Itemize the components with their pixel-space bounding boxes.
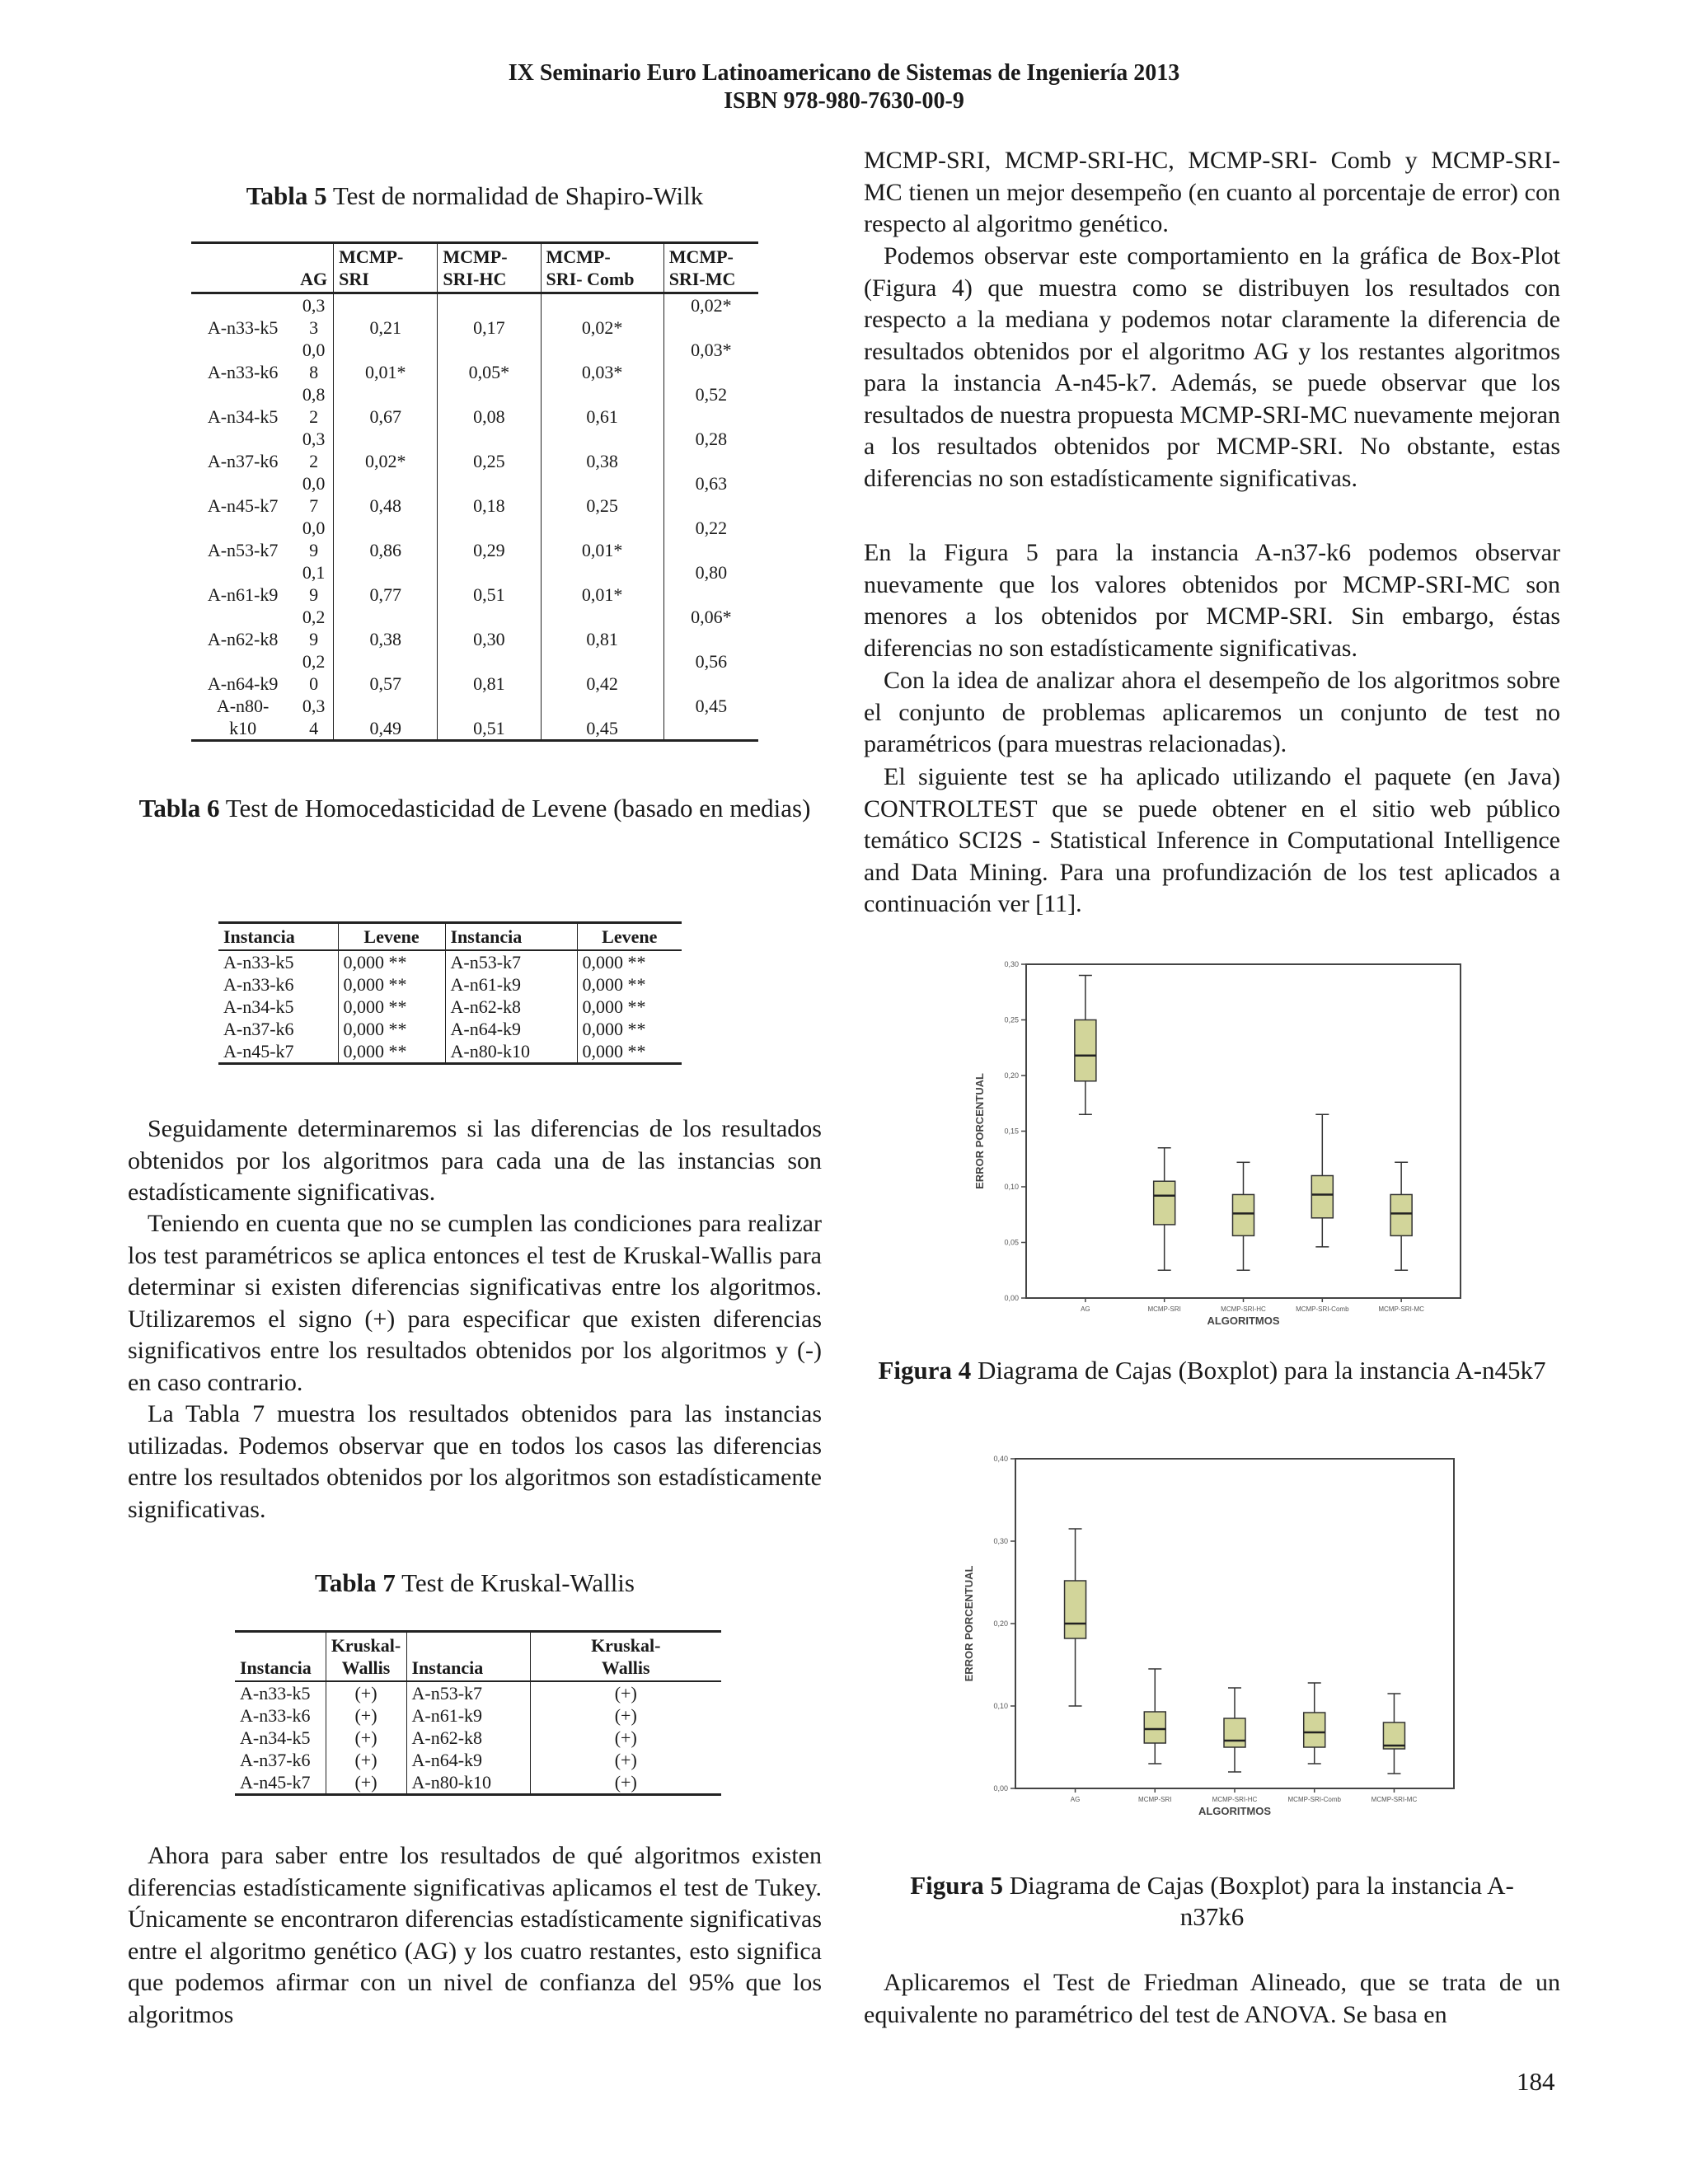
y-tick-label: 0,00 — [1004, 1294, 1019, 1302]
right-paragraph-5: El siguiente test se ha aplicado utilizando el paquete (en Java) CONTROLTEST que se puede obtener en el sitio web público temático SCI2S - Statistical Inference in Computational Intelligence and Data Mining. Para una profundización de los test aplicados a continuación ver [11]. — [864, 763, 1560, 917]
tabla7 — [235, 1630, 721, 1796]
x-axis-label: ALGORITMOS — [1198, 1805, 1272, 1817]
box-0 — [1065, 1581, 1086, 1638]
tabla6-header-cell: Instancia — [445, 923, 577, 951]
tabla7-header-cell: Kruskal- Wallis — [530, 1632, 721, 1682]
tabla5-cell: 0,3 4 — [302, 696, 326, 738]
table-row — [218, 996, 682, 1018]
tabla7-cell: A-n34-k5 — [240, 1727, 311, 1748]
tabla6-cell: 0,000 ** — [338, 950, 445, 973]
table-row — [191, 561, 758, 606]
tabla6-cell: A-n64-k9 — [445, 1018, 577, 1040]
tabla5-caption — [128, 180, 822, 212]
tabla5-cell: 0,45 — [663, 695, 758, 741]
tabla7-caption-text: Test de Kruskal-Wallis — [395, 1568, 635, 1597]
tabla7-header-cell: Instancia — [406, 1632, 530, 1682]
tabla5-cell: A-n61-k9 — [207, 584, 279, 605]
tabla6-body — [218, 950, 682, 1064]
tabla5-cell: A-n45-k7 — [207, 495, 279, 516]
figura5-caption-text: Diagrama de Cajas (Boxplot) para la instancia A-n37k6 — [1003, 1871, 1514, 1931]
x-tick-label: MCMP-SRI-Comb — [1296, 1305, 1349, 1313]
tabla5-cell: 0,03* — [541, 339, 663, 383]
tabla6-cell: A-n33-k6 — [223, 974, 294, 995]
tabla5-cell: 0,42 — [541, 650, 663, 695]
table-row — [218, 1040, 682, 1064]
tabla5 — [191, 241, 758, 742]
right-paragraph-2: Podemos observar este comportamiento en la gráfica de Box-Plot (Figura 4) que muestra como se distribuyen los resultados con respecto a la mediana y podemos notar claramente la diferencia de resultados obtenidos por el algoritmo AG y los restantes algoritmos para la instancia A-n45-k7. Además, se puede observar que los resultados de nuestra propuesta MCMP-SRI-MC nuevamente mejoran a los resultados obtenidos por MCMP-SRI. No obstante, estas diferencias no son estadísticamente significativas. — [864, 242, 1560, 492]
tabla5-cell: 0,57 — [334, 650, 438, 695]
tabla5-cell: 0,81 — [438, 650, 541, 695]
tabla7-cell: (+) — [326, 1681, 406, 1704]
tabla5-cell: 0,0 9 — [302, 518, 326, 560]
tabla6-cell: A-n33-k5 — [223, 952, 294, 972]
y-tick-label: 0,00 — [993, 1784, 1008, 1793]
tabla6-cell: 0,000 ** — [338, 1040, 445, 1064]
tabla5-cell: A-n80- k10 — [216, 696, 270, 738]
tabla7-cell: A-n45-k7 — [240, 1772, 311, 1793]
tabla5-cell: 0,8 2 — [302, 384, 326, 427]
tabla5-cell: 0,0 7 — [302, 473, 326, 516]
tabla6-cell: 0,000 ** — [577, 973, 682, 996]
x-tick-label: MCMP-SRI-MC — [1378, 1305, 1424, 1313]
tabla5-cell: 0,56 — [663, 650, 758, 695]
tabla5-header-cell: MCMP- SRI- Comb — [541, 243, 663, 293]
table-row — [235, 1749, 721, 1771]
left-paragraph-3: La Tabla 7 muestra los resultados obtenidos para las instancias utilizadas. Podemos observar que en todos los casos las diferencias entre los resultados obtenidos por los algoritmos son estadísticamente significativas. — [128, 1400, 822, 1523]
right-paragraph-1: MCMP-SRI, MCMP-SRI-HC, MCMP-SRI- Comb y MCMP-SRI- MC tienen un mejor desempeño (en cuanto al porcentaje de error) con respecto al algoritmo genético. — [864, 147, 1560, 237]
tabla6-cell: A-n61-k9 — [445, 973, 577, 996]
right-paragraph-6: Aplicaremos el Test de Friedman Alineado, que se trata de un equivalente no paramétrico del test de ANOVA. Se basa en — [864, 1969, 1560, 2028]
box-2 — [1224, 1718, 1245, 1747]
tabla7-caption — [128, 1568, 822, 1599]
tabla5-cell: 0,77 — [334, 561, 438, 606]
tabla5-cell: 0,48 — [334, 472, 438, 517]
tabla5-cell: A-n37-k6 — [207, 451, 279, 471]
tabla7-cell: A-n64-k9 — [406, 1749, 530, 1771]
table-row — [235, 1727, 721, 1749]
table-row — [235, 1771, 721, 1795]
tabla6-cell: A-n37-k6 — [223, 1019, 294, 1039]
page-number: 184 — [1517, 2067, 1555, 2096]
tabla6-cell: A-n45-k7 — [223, 1041, 294, 1062]
tabla7-cell: (+) — [530, 1681, 721, 1704]
y-tick-label: 0,20 — [993, 1619, 1008, 1628]
y-tick-label: 0,10 — [1004, 1183, 1019, 1191]
tabla5-cell: 0,80 — [663, 561, 758, 606]
left-paragraph-2: Teniendo en cuenta que no se cumplen las condiciones para realizar los test paramétricos se aplica entonces el test de Kruskal-Wallis para determinar si existen diferencias significativas entre los algoritmos. Utilizaremos el signo (+) para especificar que existen diferencias significativos entre los resultados obtenidos por los algoritmos y (-) en caso contrario. — [128, 1210, 822, 1396]
tabla6-caption — [128, 793, 822, 824]
tabla5-cell: 0,02* — [334, 428, 438, 472]
tabla5-cell: 0,63 — [663, 472, 758, 517]
y-tick-label: 0,20 — [1004, 1071, 1019, 1080]
tabla7-cell: A-n61-k9 — [406, 1704, 530, 1727]
tabla5-cell: 0,03* — [663, 339, 758, 383]
tabla5-cell: 0,22 — [663, 517, 758, 561]
tabla6-cell: 0,000 ** — [577, 1018, 682, 1040]
x-tick-label: AG — [1081, 1305, 1090, 1313]
tabla5-caption-text: Test de normalidad de Shapiro-Wilk — [326, 181, 704, 210]
tabla5-cell: 0,06* — [663, 606, 758, 650]
tabla5-header-cell: MCMP- SRI-HC — [438, 243, 541, 293]
box-3 — [1311, 1176, 1333, 1218]
tabla5-cell: 0,02* — [541, 293, 663, 340]
tabla5-cell: 0,67 — [334, 383, 438, 428]
tabla6-cell: 0,000 ** — [577, 950, 682, 973]
tabla6-cell: A-n34-k5 — [223, 996, 294, 1017]
table-row — [235, 1681, 721, 1704]
tabla6 — [218, 921, 682, 1065]
x-tick-label: MCMP-SRI — [1138, 1796, 1172, 1803]
tabla5-cell: A-n53-k7 — [207, 540, 279, 560]
table-row — [191, 339, 758, 383]
tabla5-cell: 0,3 2 — [302, 429, 326, 471]
tabla7-header-cell: Kruskal- Wallis — [326, 1632, 406, 1682]
tabla6-cell: 0,000 ** — [577, 996, 682, 1018]
tabla7-body — [235, 1681, 721, 1795]
y-tick-label: 0,40 — [993, 1455, 1008, 1463]
tabla5-cell: 0,1 9 — [302, 562, 326, 605]
table-row — [191, 517, 758, 561]
tabla5-cell: 0,3 3 — [302, 295, 326, 338]
table-row — [191, 383, 758, 428]
y-axis-label: ERROR PORCENTUAL — [963, 1565, 975, 1682]
tabla5-cell: A-n33-k5 — [207, 317, 279, 338]
table-row — [191, 650, 758, 695]
tabla7-cell: (+) — [530, 1749, 721, 1771]
table-row — [191, 606, 758, 650]
tabla7-cell: (+) — [530, 1771, 721, 1795]
isbn: ISBN 978-980-7630-00-9 — [724, 88, 964, 114]
right-paragraph-4: Con la idea de analizar ahora el desempeño de los algoritmos sobre el conjunto de problemas aplicaremos un conjunto de test no paramétricos (para muestras relacionadas). — [864, 667, 1560, 757]
y-tick-label: 0,05 — [1004, 1238, 1019, 1247]
tabla5-cell: 0,45 — [541, 695, 663, 741]
tabla7-cell: (+) — [326, 1749, 406, 1771]
tabla5-cell: 0,25 — [438, 428, 541, 472]
x-tick-label: MCMP-SRI-HC — [1212, 1796, 1258, 1803]
tabla5-cell: 0,0 8 — [302, 340, 326, 382]
tabla5-cell: 0,52 — [663, 383, 758, 428]
tabla5-cell: 0,81 — [541, 606, 663, 650]
tabla7-cell: A-n62-k8 — [406, 1727, 530, 1749]
tabla6-cell: A-n53-k7 — [445, 950, 577, 973]
tabla5-cell: 0,17 — [438, 293, 541, 340]
box-0 — [1075, 1020, 1096, 1081]
tabla5-cell: 0,38 — [541, 428, 663, 472]
tabla5-header-cell: AG — [294, 243, 333, 293]
tabla7-cell: (+) — [326, 1771, 406, 1795]
tabla5-cell: 0,2 0 — [302, 651, 326, 694]
tabla5-header-row — [191, 243, 758, 293]
tabla6-cell: A-n62-k8 — [445, 996, 577, 1018]
tabla7-cell: A-n33-k6 — [240, 1705, 311, 1726]
tabla6-cell: 0,000 ** — [338, 996, 445, 1018]
right-paragraph-3: En la Figura 5 para la instancia A-n37-k6 podemos observar nuevamente que los valores obtenidos por MCMP-SRI-MC son menores a los obtenidos por MCMP-SRI. Sin embargo, éstas diferencias no son estadísticamente significativas. — [864, 539, 1560, 662]
tabla7-cell: (+) — [326, 1704, 406, 1727]
tabla6-header-row — [218, 923, 682, 951]
tabla7-cell: A-n37-k6 — [240, 1750, 311, 1770]
tabla6-header-cell: Levene — [338, 923, 445, 951]
left-paragraph-1: Seguidamente determinaremos si las diferencias de los resultados obtenidos por los algoritmos para cada una de las instancias son estadísticamente significativas. — [128, 1115, 822, 1206]
box-4 — [1390, 1194, 1412, 1235]
tabla5-cell: 0,2 9 — [302, 607, 326, 649]
tabla6-cell: 0,000 ** — [338, 973, 445, 996]
left-paragraph-4: Ahora para saber entre los resultados de qué algoritmos existen diferencias estadísticamente significativas aplicamos el test de Tukey. Únicamente se encontraron diferencias estadísticamente significativas entre el algoritmo genético (AG) y los cuatro restantes, esto significa que podemos afirmar con un nivel de confianza del 95% que los algoritmos — [128, 1842, 822, 2028]
tabla5-cell: 0,02* — [663, 293, 758, 340]
y-tick-label: 0,30 — [1004, 960, 1019, 968]
tabla5-cell: 0,21 — [334, 293, 438, 340]
tabla7-header-row — [235, 1632, 721, 1682]
tabla5-cell: 0,28 — [663, 428, 758, 472]
y-tick-label: 0,30 — [993, 1537, 1008, 1545]
tabla5-cell: 0,38 — [334, 606, 438, 650]
tabla5-cell: 0,01* — [541, 561, 663, 606]
tabla7-caption-label: Tabla 7 — [314, 1568, 396, 1597]
x-tick-label: MCMP-SRI-Comb — [1287, 1796, 1341, 1803]
table-row — [191, 428, 758, 472]
tabla5-cell: 0,01* — [541, 517, 663, 561]
tabla5-header-cell: MCMP- SRI — [334, 243, 438, 293]
tabla6-cell: A-n80-k10 — [445, 1040, 577, 1064]
tabla7-cell: (+) — [326, 1727, 406, 1749]
tabla6-header-cell: Levene — [577, 923, 682, 951]
tabla5-cell: 0,86 — [334, 517, 438, 561]
y-axis-label: ERROR PORCENTUAL — [973, 1073, 986, 1189]
figura4-caption-text: Diagrama de Cajas (Boxplot) para la instancia A-n45k7 — [971, 1356, 1546, 1385]
table-row — [218, 1018, 682, 1040]
tabla5-cell: A-n34-k5 — [207, 406, 279, 427]
tabla5-cell: 0,18 — [438, 472, 541, 517]
x-tick-label: AG — [1070, 1796, 1081, 1803]
x-tick-label: MCMP-SRI-MC — [1371, 1796, 1418, 1803]
tabla5-cell: 0,25 — [541, 472, 663, 517]
tabla5-cell: 0,01* — [334, 339, 438, 383]
tabla5-cell: A-n62-k8 — [207, 629, 279, 649]
tabla6-cell: 0,000 ** — [338, 1018, 445, 1040]
tabla5-cell: 0,51 — [438, 561, 541, 606]
tabla5-cell: 0,05* — [438, 339, 541, 383]
tabla5-caption-label: Tabla 5 — [246, 181, 327, 210]
table-row — [218, 973, 682, 996]
tabla5-cell: 0,49 — [334, 695, 438, 741]
tabla5-cell: 0,29 — [438, 517, 541, 561]
x-axis-label: ALGORITMOS — [1207, 1315, 1280, 1327]
x-tick-label: MCMP-SRI — [1147, 1305, 1181, 1313]
tabla7-cell: (+) — [530, 1727, 721, 1749]
tabla6-caption-label: Tabla 6 — [138, 794, 220, 823]
tabla5-cell: 0,61 — [541, 383, 663, 428]
figura4-boxplot — [973, 956, 1488, 1352]
figura4-caption — [864, 1355, 1560, 1386]
box-3 — [1304, 1713, 1325, 1747]
tabla5-body — [191, 293, 758, 741]
tabla7-header-cell: Instancia — [235, 1632, 326, 1682]
figura4-caption-label: Figura 4 — [878, 1356, 972, 1385]
table-row — [218, 950, 682, 973]
tabla5-header-cell — [191, 243, 294, 293]
y-tick-label: 0,25 — [1004, 1015, 1019, 1024]
figura5-caption — [864, 1870, 1560, 1933]
conference-title: IX Seminario Euro Latinoamericano de Sistemas de Ingeniería 2013 — [508, 60, 1180, 86]
tabla5-cell: 0,08 — [438, 383, 541, 428]
box-2 — [1233, 1194, 1254, 1235]
x-tick-label: MCMP-SRI-HC — [1221, 1305, 1266, 1313]
tabla7-cell: A-n53-k7 — [406, 1681, 530, 1704]
y-tick-label: 0,15 — [1004, 1127, 1019, 1136]
figura5-caption-label: Figura 5 — [910, 1871, 1003, 1900]
tabla6-header-cell: Instancia — [218, 923, 338, 951]
tabla5-header-cell: MCMP- SRI-MC — [663, 243, 758, 293]
tabla7-cell: (+) — [530, 1704, 721, 1727]
tabla5-cell: A-n64-k9 — [207, 673, 279, 694]
tabla5-cell: 0,30 — [438, 606, 541, 650]
y-tick-label: 0,10 — [993, 1702, 1008, 1710]
box-1 — [1144, 1712, 1165, 1743]
tabla5-cell: A-n33-k6 — [207, 362, 279, 382]
figura5-boxplot — [963, 1451, 1484, 1838]
box-1 — [1154, 1181, 1175, 1225]
tabla7-cell: A-n33-k5 — [240, 1683, 311, 1704]
table-row — [191, 293, 758, 340]
tabla7-cell: A-n80-k10 — [406, 1771, 530, 1795]
table-row — [191, 472, 758, 517]
table-row — [191, 695, 758, 741]
tabla6-caption-text: Test de Homocedasticidad de Levene (basado en medias) — [219, 794, 811, 823]
table-row — [235, 1704, 721, 1727]
tabla5-cell: 0,51 — [438, 695, 541, 741]
tabla6-cell: 0,000 ** — [577, 1040, 682, 1064]
